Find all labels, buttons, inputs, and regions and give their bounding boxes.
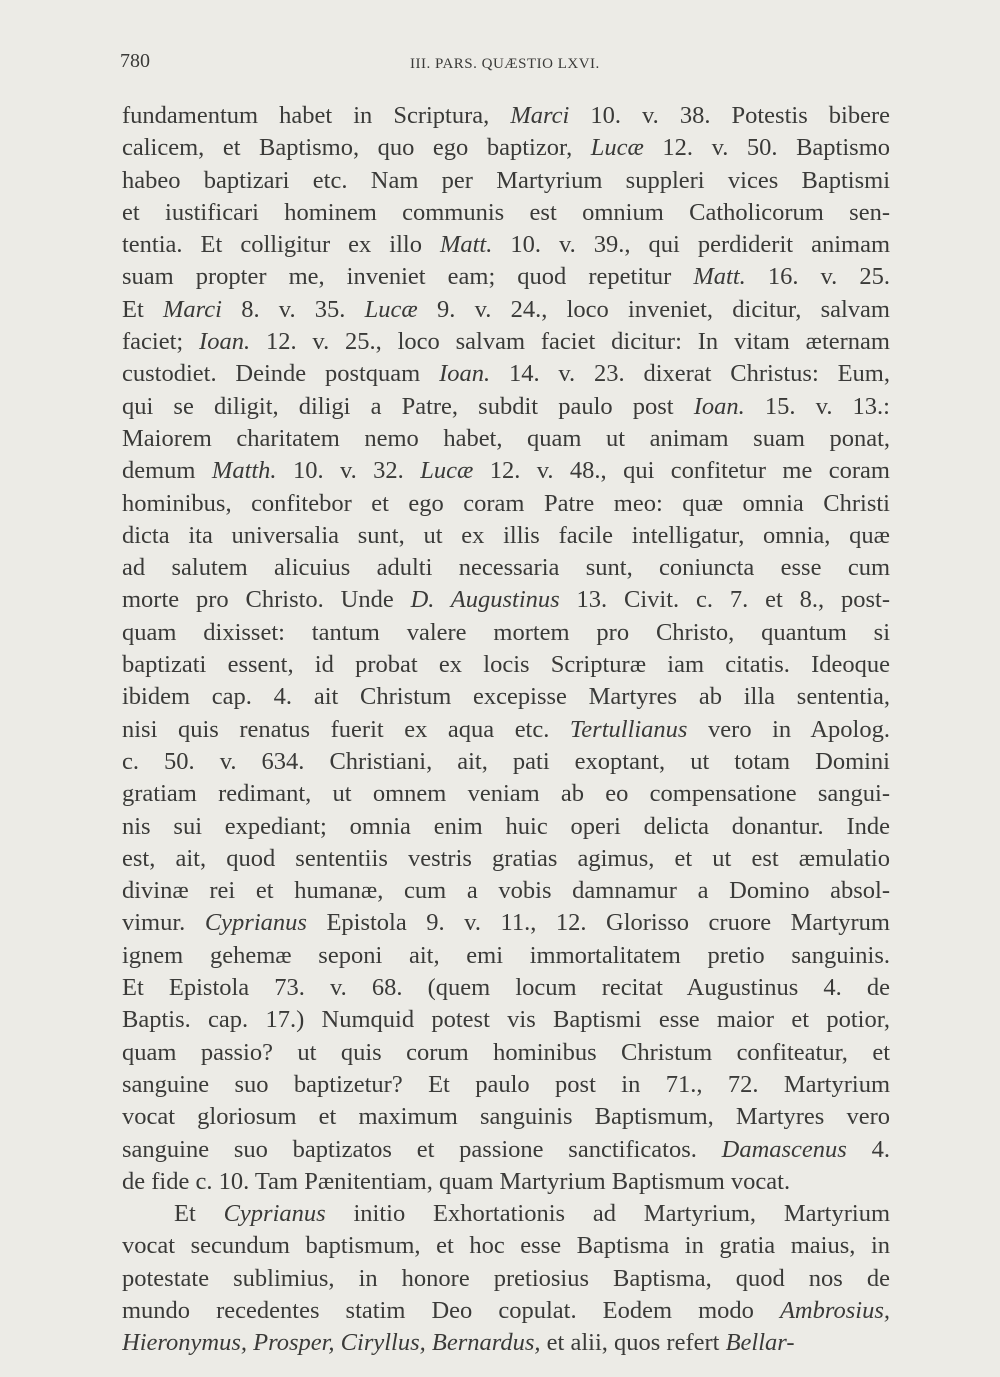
italic-reference: Cyprianus xyxy=(223,1200,326,1228)
text-run: sanguine suo baptizetur? Et paulo post in 71., 72. Martyrium xyxy=(122,1070,890,1098)
text-run: 9. v. 24., loco inveniet, dicitur, salvam xyxy=(417,295,890,323)
text-line xyxy=(122,391,890,423)
text-run: gratiam redimant, ut omnem veniam ab eo compensatione sangui- xyxy=(122,780,890,808)
text-line xyxy=(122,552,890,584)
text-line xyxy=(122,1263,890,1295)
text-line xyxy=(122,584,890,616)
text-run: divinæ rei et humanæ, cum a vobis damnamur a Domino absol- xyxy=(122,877,890,905)
text-line xyxy=(122,811,890,843)
text-line xyxy=(122,165,890,197)
body-text xyxy=(122,100,890,1360)
text-run: calicem, et Baptismo, quo ego baptizor, xyxy=(122,134,591,162)
text-line xyxy=(122,617,890,649)
text-line xyxy=(122,972,890,1004)
page-header xyxy=(120,50,888,80)
text-run: initio Exhortationis ad Martyrium, Martyrium xyxy=(325,1200,890,1228)
text-line xyxy=(122,132,890,164)
text-line xyxy=(122,261,890,293)
text-run: 10. v. 39., qui perdiderit animam xyxy=(492,231,890,259)
text-run: demum xyxy=(122,457,212,485)
text-line xyxy=(122,778,890,810)
text-run: quam dixisset: tantum valere mortem pro Christo, quantum si xyxy=(122,618,890,646)
text-run: suam propter me, inveniet eam; quod repetitur xyxy=(122,263,694,291)
text-line xyxy=(122,358,890,390)
text-run: 12. v. 25., loco salvam faciet dicitur: In vitam æternam xyxy=(250,328,890,356)
text-line xyxy=(122,1004,890,1036)
text-line xyxy=(122,1166,890,1198)
text-line xyxy=(122,423,890,455)
text-line xyxy=(122,455,890,487)
italic-reference: Matth. xyxy=(211,457,277,485)
text-run: vero in Apolog. xyxy=(687,715,890,743)
text-run: custodiet. Deinde postquam xyxy=(122,360,440,388)
text-run: baptizati essent, id probat ex locis Scripturæ iam citatis. Ideoque xyxy=(122,651,890,679)
text-run: vocat gloriosum et maximum sanguinis Baptismum, Martyres vero xyxy=(122,1103,890,1131)
page-number: 780 xyxy=(120,50,150,72)
text-run: tentia. Et colligitur ex illo xyxy=(122,231,440,259)
italic-reference: Hieronymus, Prosper, Ciryllus, Bernardus, xyxy=(122,1329,541,1357)
text-line xyxy=(122,1295,890,1327)
text-run: 15. v. 13.: xyxy=(744,392,890,420)
text-line xyxy=(122,681,890,713)
text-run: ad salutem alicuius adulti necessaria sunt, coniuncta esse cum xyxy=(122,554,890,582)
italic-reference: Marci xyxy=(510,102,570,129)
text-line xyxy=(122,1134,890,1166)
text-line xyxy=(122,714,890,746)
text-run: 12. v. 48., qui confitetur me coram xyxy=(473,457,890,485)
italic-reference: Tertullianus xyxy=(569,715,688,743)
italic-reference: Damascenus xyxy=(721,1135,847,1163)
text-line xyxy=(122,294,890,326)
text-run: faciet; xyxy=(122,328,200,356)
text-line xyxy=(122,1230,890,1262)
text-run: 14. v. 23. dixerat Christus: Eum, xyxy=(490,360,890,388)
italic-reference: Lucæ xyxy=(420,457,474,485)
text-run: nis sui expediant; omnia enim huic operi delicta donantur. Inde xyxy=(122,812,890,840)
text-run: morte pro Christo. Unde xyxy=(122,586,411,614)
text-run: fundamentum habet in Scriptura, xyxy=(122,102,511,129)
text-run: Et xyxy=(122,295,163,323)
text-line xyxy=(122,649,890,681)
text-run: vocat secundum baptismum, et hoc esse Baptisma in gratia maius, in xyxy=(122,1232,890,1260)
text-run: dicta ita universalia sunt, ut ex illis facile intelligatur, omnia, quæ xyxy=(122,521,890,549)
text-line xyxy=(122,100,890,132)
italic-reference: Matt. xyxy=(693,263,746,291)
text-line xyxy=(122,326,890,358)
text-run: Epistola 9. v. 11., 12. Glorisso cruore Martyrum xyxy=(306,909,890,937)
italic-reference: Ambrosius, xyxy=(779,1296,890,1324)
italic-reference: Matt. xyxy=(439,231,493,259)
running-head: III. PARS. QUÆSTIO LXVI. xyxy=(410,56,600,72)
italic-reference: Ioan. xyxy=(693,392,745,420)
text-run: 4. xyxy=(846,1135,890,1163)
text-run: hominibus, confitebor et ego coram Patre meo: quæ omnia Christi xyxy=(122,489,890,517)
text-run: mundo recedentes statim Deo copulat. Eodem modo xyxy=(122,1296,780,1324)
text-run: quam passio? ut quis corum hominibus Christum confiteatur, et xyxy=(122,1038,890,1066)
text-run: 10. v. 32. xyxy=(276,457,421,485)
text-line xyxy=(122,229,890,261)
text-line xyxy=(122,488,890,520)
italic-reference: Lucæ xyxy=(364,295,418,323)
text-run: 12. v. 50. Baptismo xyxy=(643,134,890,162)
text-line xyxy=(122,197,890,229)
text-run: nisi quis renatus fuerit ex aqua etc. xyxy=(122,715,570,743)
text-run: potestate sublimius, in honore pretiosius Baptisma, quod nos de xyxy=(122,1264,890,1292)
text-run: ibidem cap. 4. ait Christum excepisse Martyres ab illa sententia, xyxy=(122,683,890,711)
italic-reference: D. Augustinus xyxy=(410,586,560,614)
text-run: Et Epistola 73. v. 68. (quem locum recitat Augustinus 4. de xyxy=(122,974,890,1002)
text-line xyxy=(122,940,890,972)
text-run: vimur. xyxy=(122,909,205,937)
italic-reference: Bellar- xyxy=(725,1329,795,1357)
text-run: ignem gehemæ seponi ait, emi immortalitatem pretio sanguinis. xyxy=(122,941,890,969)
text-line xyxy=(122,907,890,939)
text-run: Maiorem charitatem nemo habet, quam ut animam suam ponat, xyxy=(122,424,890,452)
text-run: 8. v. 35. xyxy=(221,295,365,323)
text-line xyxy=(122,1198,890,1230)
text-run: Et xyxy=(174,1200,224,1228)
text-line xyxy=(122,1037,890,1069)
italic-reference: Cyprianus xyxy=(204,909,307,937)
italic-reference: Marci xyxy=(163,295,222,323)
text-run: Baptis. cap. 17.) Numquid potest vis Baptismi esse maior et potior, xyxy=(122,1006,890,1034)
text-line xyxy=(122,1069,890,1101)
text-run: sanguine suo baptizatos et passione sanctificatos. xyxy=(122,1135,722,1163)
text-line xyxy=(122,746,890,778)
text-run: 10. v. 38. Potestis bibere xyxy=(569,102,890,129)
text-run: habeo baptizari etc. Nam per Martyrium suppleri vices Baptismi xyxy=(122,166,890,194)
text-run: est, ait, quod sententiis vestris gratias agimus, et ut est æmulatio xyxy=(122,844,890,872)
text-run: de fide c. 10. Tam Pænitentiam, quam Martyrium Baptismum vocat. xyxy=(122,1167,791,1195)
text-line xyxy=(122,520,890,552)
text-line xyxy=(122,875,890,907)
italic-reference: Ioan. xyxy=(199,328,251,356)
italic-reference: Ioan. xyxy=(439,360,491,388)
text-run: c. 50. v. 634. Christiani, ait, pati exoptant, ut totam Domini xyxy=(122,747,890,775)
italic-reference: Lucæ xyxy=(590,134,644,162)
text-run: 13. Civit. c. 7. et 8., post- xyxy=(559,586,890,614)
text-line xyxy=(122,843,890,875)
text-line xyxy=(122,1101,890,1133)
text-run: 16. v. 25. xyxy=(745,263,890,291)
text-run: et alii, quos refert xyxy=(540,1329,726,1357)
text-run: qui se diligit, diligi a Patre, subdit paulo post xyxy=(122,392,694,420)
text-line xyxy=(122,1327,890,1359)
text-run: et iustificari hominem communis est omnium Catholicorum sen- xyxy=(122,198,890,226)
